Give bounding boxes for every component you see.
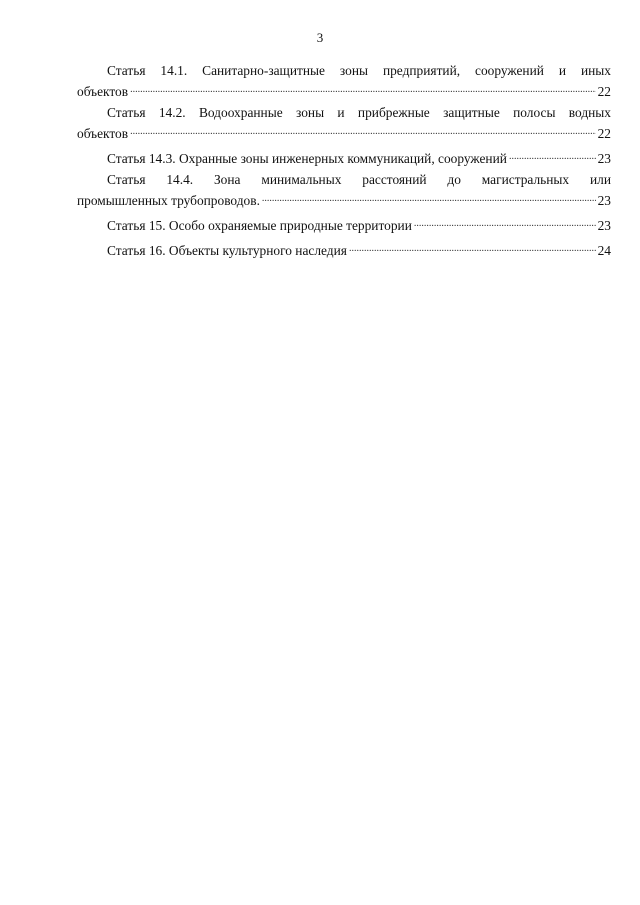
toc-entry-page: 23 <box>597 193 611 208</box>
toc-entry-line <box>77 146 611 167</box>
toc-entry-title-line: Статья 14.1. Санитарно-защитные зоны предприятий, сооружений и иных <box>107 63 611 78</box>
toc-entry-page: 23 <box>597 151 611 166</box>
table-of-contents <box>77 62 611 263</box>
dot-leader <box>130 79 596 96</box>
dot-leader <box>262 188 596 205</box>
toc-entry-page: 24 <box>597 243 611 258</box>
toc-entry-page: 22 <box>597 84 611 99</box>
toc-entry-title: Статья 14.3. Охранные зоны инженерных коммуникаций, сооружений <box>107 151 507 166</box>
toc-entry-14-3[interactable] <box>77 146 611 167</box>
toc-entry-continuation-line <box>77 79 611 100</box>
toc-entry-page: 23 <box>597 218 611 233</box>
toc-entry-page: 22 <box>597 126 611 141</box>
toc-entry-line <box>77 213 611 234</box>
toc-entry-14-4[interactable] <box>77 171 611 209</box>
toc-entry-continuation-line <box>77 121 611 142</box>
toc-entry-15[interactable] <box>77 213 611 234</box>
toc-entry-title-line: Статья 14.4. Зона минимальных расстояний до магистральных или <box>107 172 611 187</box>
toc-entry-title: Статья 16. Объекты культурного наследия <box>107 243 347 258</box>
toc-entry-14-2[interactable] <box>77 104 611 142</box>
toc-entry-continuation-line <box>77 188 611 209</box>
toc-entry-title-continuation: объектов <box>77 126 129 141</box>
toc-entry-title: Статья 15. Особо охраняемые природные территории <box>107 218 412 233</box>
toc-entry-title-line: Статья 14.2. Водоохранные зоны и прибрежные защитные полосы водных <box>107 105 611 120</box>
dot-leader <box>509 146 596 163</box>
toc-entry-title-continuation: промышленных трубопроводов. <box>77 193 260 208</box>
dot-leader <box>130 121 596 138</box>
toc-entry-title-continuation: объектов <box>77 84 129 99</box>
dot-leader <box>349 238 596 255</box>
toc-entry-line <box>77 238 611 259</box>
toc-entry-14-1[interactable] <box>77 62 611 100</box>
toc-entry-16[interactable] <box>77 238 611 259</box>
dot-leader <box>414 213 596 230</box>
page-number: 3 <box>316 30 324 45</box>
